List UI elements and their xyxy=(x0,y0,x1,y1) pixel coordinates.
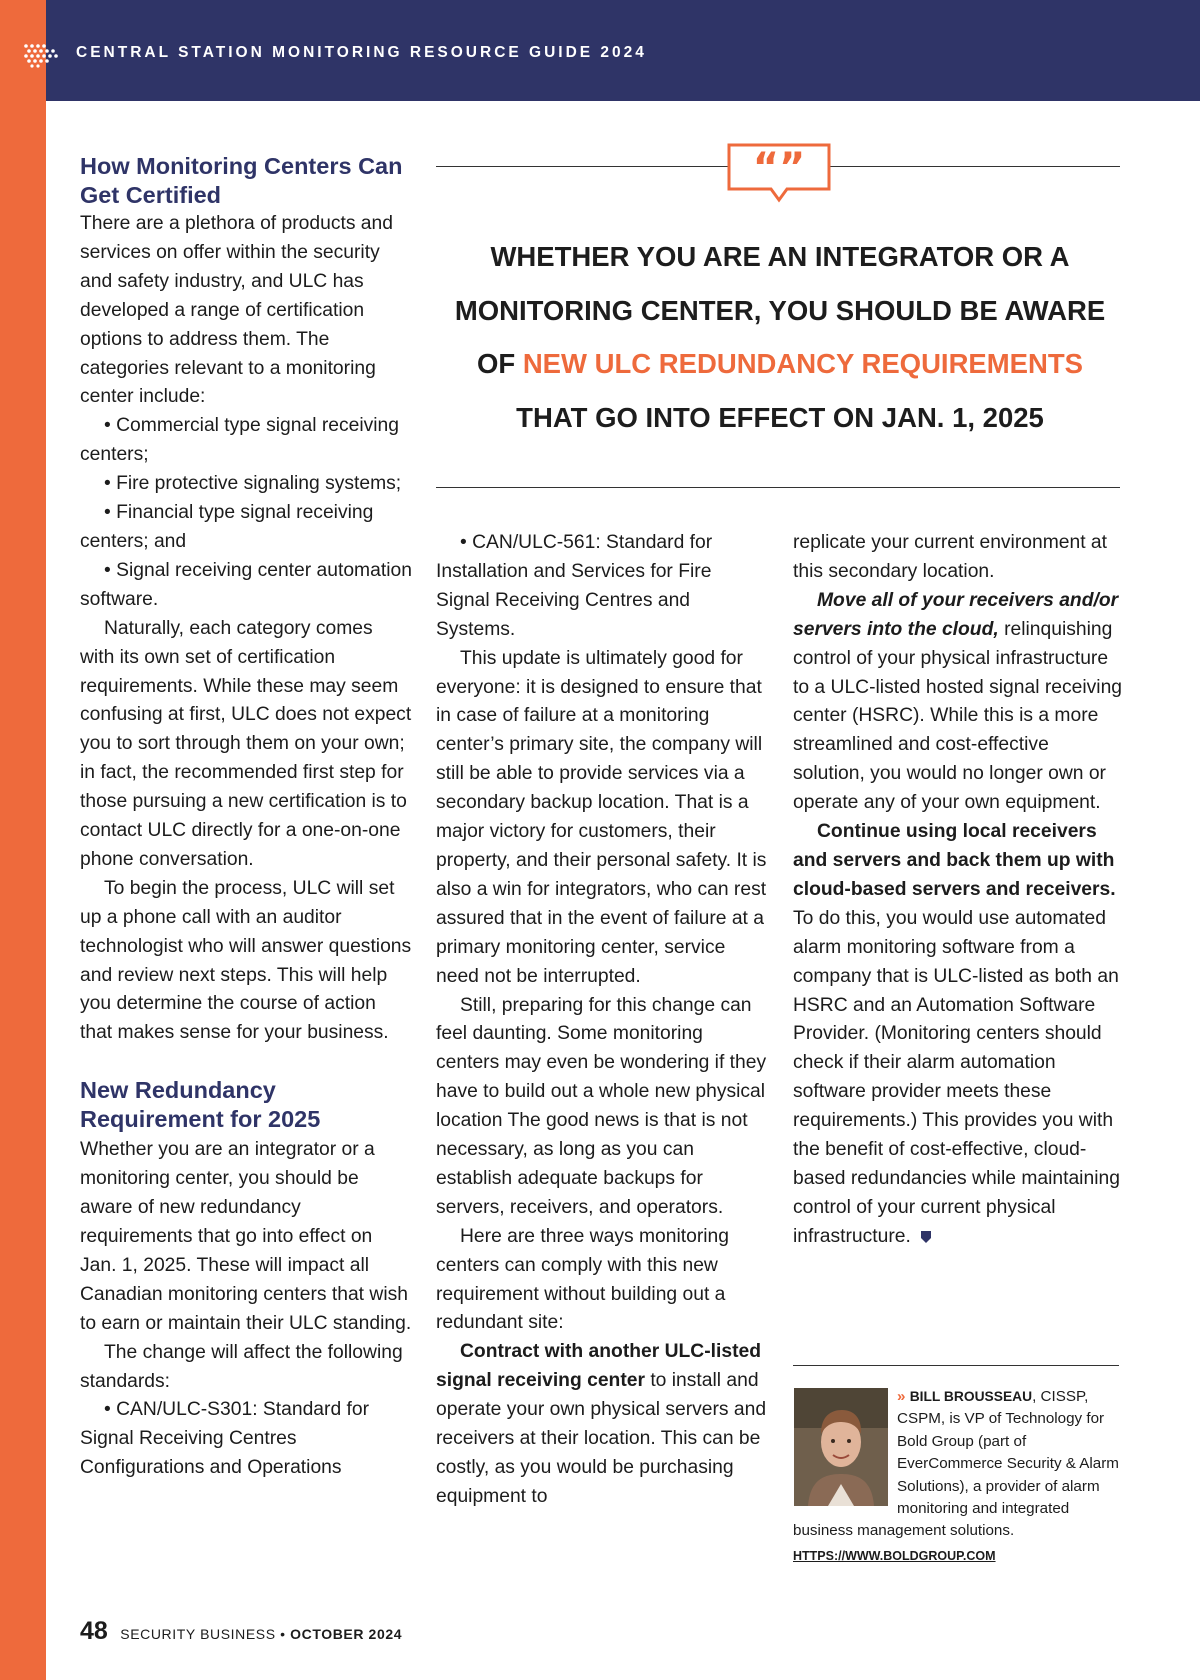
header-title: CENTRAL STATION MONITORING RESOURCE GUIDE 2024 xyxy=(76,44,647,61)
heading-certified: How Monitoring Centers Can Get Certified xyxy=(80,153,403,208)
left-bullet-1: • Commercial type signal receiving centers; xyxy=(80,415,400,466)
left-paragraph-3: To begin the process, ULC will set up a phone call with an auditor technologist who will answer questions and review next steps. This will help you determine the course of action that makes sense for your business. xyxy=(80,877,412,1044)
mid-paragraph-4 xyxy=(436,1338,768,1511)
heading-redundancy: New Redundancy Requirement for 2025 xyxy=(80,1077,321,1133)
mid-option-1-title: Contract with another ULC-listed signal receiving center xyxy=(436,1341,762,1392)
end-mark-icon xyxy=(920,1230,932,1244)
right-option-2-text: relinquishing control of your physical infrastructure to a ULC-listed hosted signal receiving center (HSRC). While this is a more streamlined and cost-effective solution, you would no longer own or operate any of your own equipment. xyxy=(793,618,1123,814)
mid-paragraph-3: Here are three ways monitoring centers can comply with this new requirement without building out a redundant site: xyxy=(436,1225,729,1334)
right-option-2-title: Move all of your receivers and/or servers into the cloud, xyxy=(793,589,1119,640)
author-bio xyxy=(793,1386,1119,1567)
pull-quote-highlight: NEW ULC REDUNDANCY REQUIREMENTS xyxy=(522,348,1084,379)
orange-side-bar xyxy=(0,0,46,1680)
pull-quote-rule-right xyxy=(830,166,1120,167)
mid-bullet-561: • CAN/ULC-561: Standard for Installation and Services for Fire Signal Receiving Centres and Systems. xyxy=(436,532,713,640)
right-option-3-title: Continue using local receivers and servers and back them up with cloud-based servers and receivers. xyxy=(793,821,1116,900)
left-column xyxy=(80,210,412,1483)
left-paragraph-5: The change will affect the following standards: xyxy=(80,1341,403,1392)
dots-grid-icon xyxy=(22,40,70,68)
footer-separator: • xyxy=(280,1626,286,1642)
left-paragraph-2: Naturally, each category comes with its own set of certification requirements. While these may seem confusing at first, ULC does not expect you to sort through them on your own; in fact, the recommended first step for those pursuing a new certification is to contact ULC directly for a one-on-one phone conversation. xyxy=(80,617,412,870)
middle-column xyxy=(436,529,768,1512)
left-paragraph-4: Whether you are an integrator or a monitoring center, you should be aware of new redundancy requirements that go into effect on Jan. 1, 2025. These will impact all Canadian monitoring centers that wish to earn or maintain their ULC standing. xyxy=(80,1139,412,1334)
svg-text:“”: “” xyxy=(752,145,806,191)
left-bullet-3: • Financial type signal receiving centers; and xyxy=(80,502,374,552)
pull-quote-text-2: THAT GO INTO EFFECT ON JAN. 1, 2025 xyxy=(516,401,1044,433)
left-bullet-4: • Signal receiving center automation software. xyxy=(80,559,412,610)
page-number: 48 xyxy=(80,1617,108,1645)
author-link[interactable]: HTTPS://WWW.BOLDGROUP.COM xyxy=(793,1548,996,1563)
pull-quote-rule-bottom xyxy=(436,487,1120,488)
right-column xyxy=(793,529,1123,1252)
mid-paragraph-1: This update is ultimately good for everyone: it is designed to ensure that in case of failure at a monitoring center’s primary site, the company will still be able to provide services via a secondary backup location. That is a major victory for customers, their property, and their personal safety. It is also a win for integrators, who can rest assured that in the event of failure at a primary monitoring center, service need not be interrupted. xyxy=(436,647,767,987)
magazine-name: SECURITY BUSINESS xyxy=(120,1626,276,1642)
mid-option-1-text: to install and operate your own physical servers and receivers at their location. This can be costly, as you would be purchasing equipment to xyxy=(436,1370,767,1507)
pull-quote-rule-left xyxy=(436,166,728,167)
author-bio-text: , CISSP, CSPM, is VP of Technology for Bold Group (part of EverCommerce Security & Alarm Solutions), a provider of alarm monitoring and integrated business management solutions. xyxy=(793,1388,1119,1540)
left-bullet-2: • Fire protective signaling systems; xyxy=(104,473,402,495)
issue-date: OCTOBER 2024 xyxy=(290,1626,403,1642)
page-footer xyxy=(80,1617,402,1646)
bio-rule xyxy=(793,1365,1119,1366)
pull-quote xyxy=(440,230,1120,444)
left-paragraph-1: There are a plethora of products and services on offer within the security and safety industry, and ULC has developed a range of certification options to address them. The categories relevant to a monitoring center include: xyxy=(80,213,393,408)
right-paragraph-0: replicate your current environment at this secondary location. xyxy=(793,532,1108,582)
mid-paragraph-2: Still, preparing for this change can feel daunting. Some monitoring centers may even be wondering if they have to build out a whole new physical location The good news is that is not necessary, as long as you can establish adequate backups for servers, receivers, and operators. xyxy=(436,994,767,1218)
pull-quote-text-1: WHETHER YOU ARE AN INTEGRATOR OR A MONITORING CENTER, YOU SHOULD BE AWARE OF xyxy=(454,241,1106,379)
speech-bubble-quote-icon xyxy=(727,143,831,203)
right-option-3-text: To do this, you would use automated alarm monitoring software from a company that is ULC-listed as both an HSRC and an Automation Software Provider. (Monitoring centers should check if their alarm automation software provider meets these requirements.) This provides you with the benefit of cost-effective, cloud-based redundancies while maintaining control of your current physical infrastructure. xyxy=(793,907,1120,1247)
right-paragraph-1 xyxy=(793,587,1123,818)
left-bullet-s301: • CAN/ULC-S301: Standard for Signal Receiving Centres Configurations and Operations xyxy=(80,1399,370,1479)
author-name: BILL BROUSSEAU xyxy=(909,1389,1033,1404)
right-paragraph-2 xyxy=(793,818,1123,1252)
bio-arrow-icon: » xyxy=(897,1388,906,1405)
